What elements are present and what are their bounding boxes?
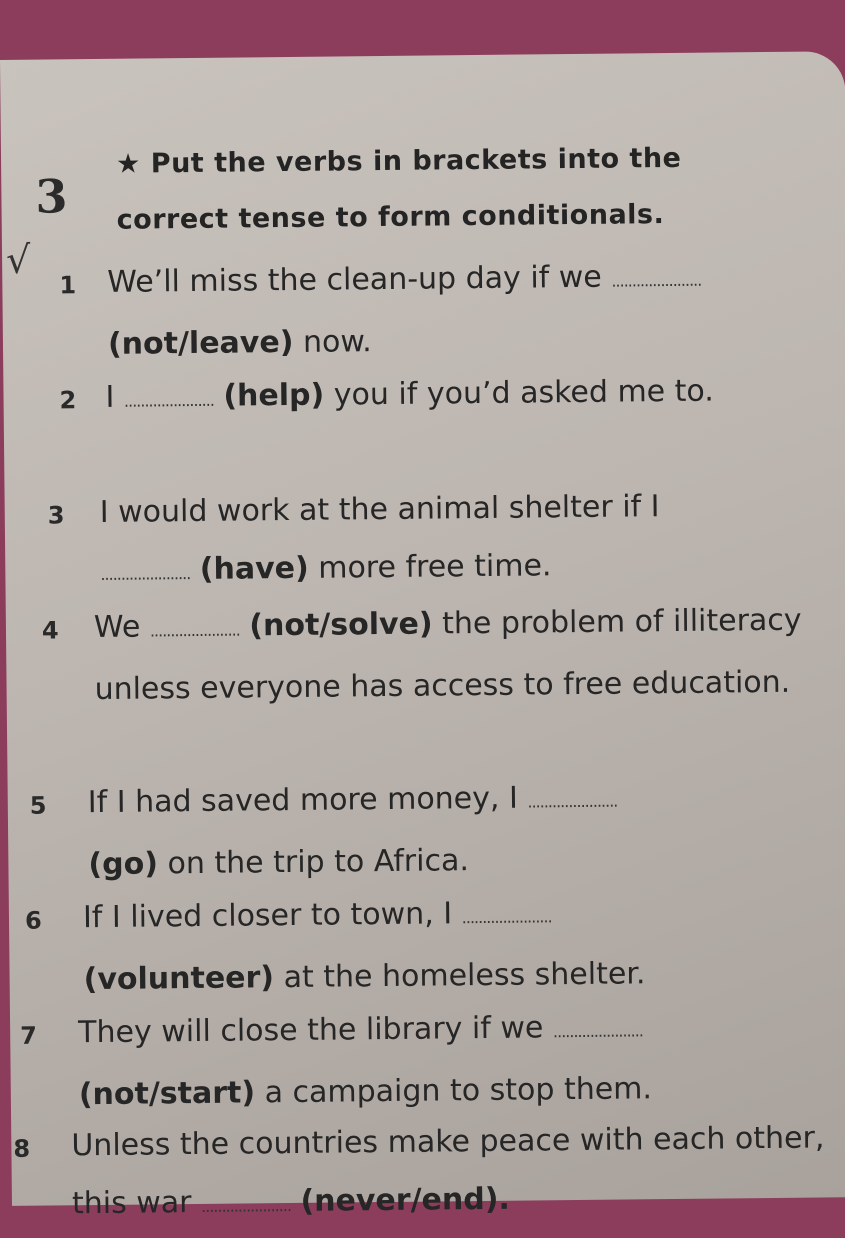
exercise-number: 3	[35, 169, 68, 223]
instruction-text: Put the verbs in brackets into the correct tense to form conditionals.	[117, 143, 682, 236]
answer-blank[interactable]: ......................	[462, 907, 552, 927]
exercise-item-3	[99, 476, 820, 604]
answer-blank[interactable]: ......................	[527, 792, 617, 812]
exercise-instruction	[116, 130, 797, 249]
answer-blank[interactable]: ......................	[611, 271, 701, 291]
item-number: 1	[59, 256, 76, 314]
item-number: 7	[20, 1007, 37, 1065]
verb-prompt: (help)	[223, 378, 324, 414]
exercise-item-6	[83, 881, 834, 1009]
item-text-before: They will close the library if we	[78, 1010, 544, 1050]
exercise-item-5	[87, 766, 828, 894]
item-text-after: a campaign to stop them.	[264, 1071, 652, 1110]
item-text-before: If I had saved more money, I	[88, 781, 518, 821]
exercise-item-2	[105, 361, 816, 430]
item-text-before: I would work at the animal shelter if I	[100, 489, 660, 530]
exercise-item-4	[94, 591, 825, 719]
item-text-after: now.	[303, 324, 372, 360]
item-text-before: We	[94, 610, 141, 645]
exercise-item-1	[107, 247, 808, 374]
exercise-item-8	[71, 1109, 842, 1237]
item-text-after: more free time.	[318, 548, 552, 585]
item-number: 8	[13, 1120, 30, 1178]
item-number: 6	[25, 892, 42, 950]
answer-blank[interactable]: ......................	[100, 564, 190, 584]
answer-blank[interactable]: ......................	[124, 391, 214, 411]
verb-prompt: (never/end).	[300, 1182, 510, 1219]
verb-prompt: (have)	[200, 551, 309, 587]
item-text-before: Unless the countries make peace with each other, this war	[71, 1120, 824, 1221]
star-icon: ★	[116, 149, 141, 180]
item-number: 4	[42, 601, 59, 659]
item-text-after: at the homeless shelter.	[283, 956, 645, 995]
check-mark-icon: √	[6, 238, 31, 282]
verb-prompt: (volunteer)	[83, 960, 274, 997]
item-text-after: the problem of illiteracy unless everyone has access to free education.	[94, 603, 801, 707]
item-text-before: I	[105, 380, 114, 415]
exercise-item-7	[78, 996, 839, 1124]
answer-blank[interactable]: ......................	[150, 621, 240, 641]
item-text-after: you if you’d asked me to.	[334, 374, 714, 413]
answer-blank[interactable]: ......................	[201, 1196, 291, 1216]
item-number: 5	[30, 777, 47, 835]
workbook-page	[0, 51, 845, 1206]
verb-prompt: (not/leave)	[108, 325, 294, 362]
answer-blank[interactable]: ......................	[553, 1021, 643, 1041]
item-number: 2	[59, 371, 76, 429]
item-text-after: on the trip to Africa.	[167, 843, 469, 881]
verb-prompt: (not/start)	[79, 1075, 256, 1112]
item-number: 3	[47, 486, 64, 544]
verb-prompt: (go)	[88, 846, 158, 882]
item-text-before: If I lived closer to town, I	[83, 896, 453, 935]
verb-prompt: (not/solve)	[249, 607, 433, 644]
item-text-before: We’ll miss the clean-up day if we	[107, 260, 602, 300]
